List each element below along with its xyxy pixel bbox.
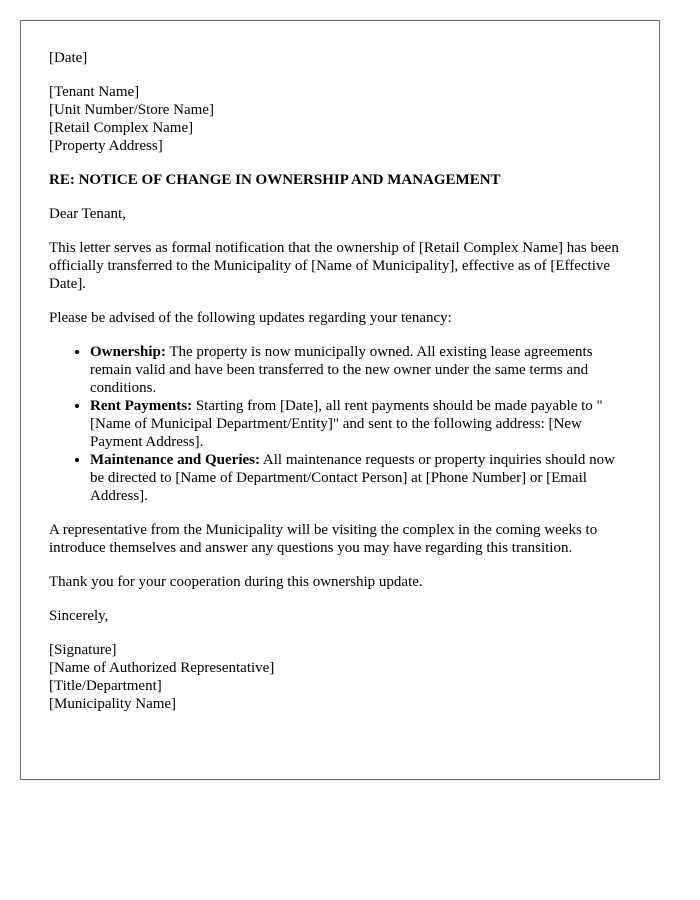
letter-salutation: Dear Tenant, bbox=[49, 206, 126, 222]
intro-paragraph: This letter serves as formal notification that the ownership of [Retail Complex Name] has been officially transferred to the Municipality of [Name of Municipality], effective as of [Effective Date]. bbox=[49, 240, 619, 292]
recipient-complex: [Retail Complex Name] bbox=[49, 120, 194, 136]
letter-page bbox=[20, 20, 660, 780]
update-text: Starting from [Date], all rent payments should be made payable to "[Name of Municipal Department/Entity]" and sent to the following address: [New Payment Address]. bbox=[90, 398, 603, 450]
signatory-title: [Title/Department] bbox=[49, 678, 162, 694]
signature-placeholder: [Signature] bbox=[49, 642, 117, 658]
update-text: All maintenance requests or property inquiries should now be directed to [Name of Department/Contact Person] at [Phone Number] or [Email Address]. bbox=[90, 452, 615, 504]
signatory-name: [Name of Authorized Representative] bbox=[49, 660, 275, 676]
list-item-maintenance bbox=[90, 451, 631, 505]
updates-list bbox=[49, 343, 631, 505]
letter-closing: Sincerely, bbox=[49, 608, 109, 624]
list-item-rent-payments bbox=[90, 397, 631, 451]
update-title: Ownership: bbox=[90, 344, 166, 360]
recipient-unit: [Unit Number/Store Name] bbox=[49, 102, 214, 118]
signature-block bbox=[49, 641, 631, 713]
update-title: Maintenance and Queries: bbox=[90, 452, 260, 468]
signatory-municipality: [Municipality Name] bbox=[49, 696, 177, 712]
list-item-ownership bbox=[90, 343, 631, 397]
representative-paragraph: A representative from the Municipality will be visiting the complex in the coming weeks to introduce themselves and answer any questions you may have regarding this transition. bbox=[49, 522, 598, 556]
recipient-address: [Property Address] bbox=[49, 138, 163, 154]
updates-intro: Please be advised of the following updates regarding your tenancy: bbox=[49, 310, 452, 326]
update-text: The property is now municipally owned. All existing lease agreements remain valid and have been transferred to the new owner under the same terms and conditions. bbox=[90, 344, 593, 396]
letter-subject: RE: NOTICE OF CHANGE IN OWNERSHIP AND MANAGEMENT bbox=[49, 172, 501, 188]
letter-date: [Date] bbox=[49, 50, 88, 66]
thanks-paragraph: Thank you for your cooperation during this ownership update. bbox=[49, 574, 423, 590]
recipient-tenant-name: [Tenant Name] bbox=[49, 84, 140, 100]
update-title: Rent Payments: bbox=[90, 398, 193, 414]
recipient-block bbox=[49, 83, 631, 155]
